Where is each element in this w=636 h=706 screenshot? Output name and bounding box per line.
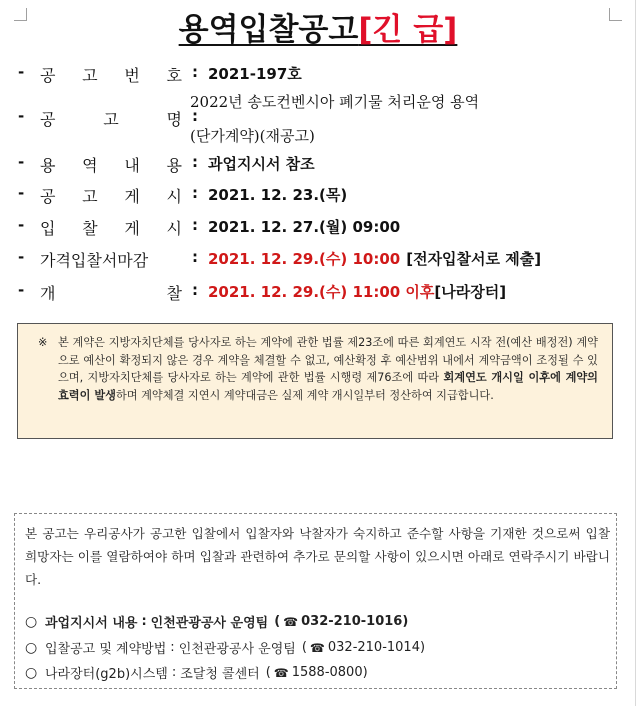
row-deadline bbox=[18, 248, 541, 271]
colon: : bbox=[192, 153, 198, 171]
colon: : bbox=[192, 248, 198, 266]
contact-scope: ○ 과업지시서 내용 : 인천관광공사 운영팀 ( ☎ 032-210-1016 ) bbox=[25, 613, 409, 631]
circle-bullet: ○ bbox=[25, 664, 38, 681]
value-notice-name-line1: 2022년 송도컨벤시아 폐기물 처리운영 용역 bbox=[190, 93, 480, 111]
info-paragraph: 본 공고는 우리공사가 공고한 입찰에서 입찰자와 낙찰자가 숙지하고 준수할 사항을 기재한 것으로써 입찰 희망자는 이를 열람하여야 하며 입찰과 관련하여 추가로 문의할 사항이 있으시면 아래로 연락주시기 바랍니다. bbox=[25, 526, 610, 587]
colon: : bbox=[192, 63, 198, 81]
contact-contract: ○ 입찰공고 및 계약방법 : 인천관광공사 운영팀 ( ☎ 032-210-1014 ) bbox=[25, 639, 426, 657]
notice-text: 본 계약은 지방자치단체를 당사자로 하는 계약에 관한 법률 제23조에 따른 회계연도 시작 전(예산 배정전) 계약으로 예산이 확정되지 않은 경우 계약을 체결할 수 없고, 예산확정 후 예산범위 내에서 계약금액이 조정될 수 있으며, 지방자치단체를 당사자로 하는 계약에 관한 법률 시행령 제76조에 따라 회계연도 개시일 이후에 계약의 효력이 발생하며 계약체결 지연시 계약대금은 실제 계약 개시일부터 정산하여 지급합니다. bbox=[58, 336, 598, 402]
colon: : bbox=[192, 184, 198, 202]
value-notice-name-line2: (단가계약)(재공고) bbox=[190, 127, 315, 145]
value-opening-suffix: [나라장터] bbox=[434, 283, 507, 301]
row-posting bbox=[18, 184, 347, 207]
row-bullet: - bbox=[18, 248, 25, 266]
page-title bbox=[0, 4, 636, 49]
value-opening: 2021. 12. 29.(수) 11:00 이후 bbox=[208, 283, 435, 301]
label-service: 용 역 내 용 bbox=[40, 156, 182, 175]
notice-bold-text: 회계연도 개시일 이후에 계약의 효력이 발생 bbox=[58, 371, 598, 402]
label-posting: 공 고 게 시 bbox=[40, 187, 182, 206]
row-service bbox=[18, 153, 315, 176]
circle-bullet: ○ bbox=[25, 639, 38, 656]
value-notice-no: 2021-197호 bbox=[208, 65, 302, 83]
notice-box bbox=[17, 323, 613, 439]
notice-mark: ※ bbox=[38, 336, 48, 349]
circle-bullet: ○ bbox=[25, 613, 38, 630]
value-bid-start: 2021. 12. 27.(월) 09:00 bbox=[208, 218, 401, 236]
colon: : bbox=[192, 107, 198, 125]
value-posting: 2021. 12. 23.(목) bbox=[208, 186, 348, 204]
contact-g2b: ○ 나라장터(g2b)시스템 : 조달청 콜센터 ( ☎ 1588-0800 ) bbox=[25, 664, 368, 682]
row-bullet: - bbox=[18, 281, 25, 299]
title-main: 용역입찰공고 bbox=[178, 12, 359, 48]
label-notice-name: 공 고 명 bbox=[40, 110, 182, 129]
label-opening: 개 찰 bbox=[40, 284, 182, 303]
row-bullet: - bbox=[18, 184, 25, 202]
label-deadline: 가격입찰서마감 bbox=[40, 251, 149, 270]
colon: : bbox=[192, 281, 198, 299]
row-bullet: - bbox=[18, 63, 25, 81]
phone-icon: ☎ bbox=[273, 665, 289, 680]
value-service: 과업지시서 참조 bbox=[208, 155, 315, 173]
phone-icon: ☎ bbox=[283, 614, 299, 629]
row-bullet: - bbox=[18, 107, 25, 125]
label-notice-no: 공 고 번 호 bbox=[40, 66, 182, 85]
row-notice-name bbox=[18, 107, 208, 130]
row-bullet: - bbox=[18, 216, 25, 234]
row-notice-no bbox=[18, 63, 302, 86]
colon: : bbox=[192, 216, 198, 234]
value-deadline: 2021. 12. 29.(수) 10:00 bbox=[208, 250, 401, 268]
label-bid-start: 입 찰 게 시 bbox=[40, 219, 182, 238]
row-opening bbox=[18, 281, 506, 304]
title-urgent: [긴 급] bbox=[358, 12, 458, 48]
row-bid-start bbox=[18, 216, 400, 239]
row-bullet: - bbox=[18, 153, 25, 171]
phone-icon: ☎ bbox=[309, 640, 325, 655]
value-deadline-suffix: [전자입찰서로 제출] bbox=[406, 250, 542, 268]
info-box bbox=[14, 513, 617, 689]
